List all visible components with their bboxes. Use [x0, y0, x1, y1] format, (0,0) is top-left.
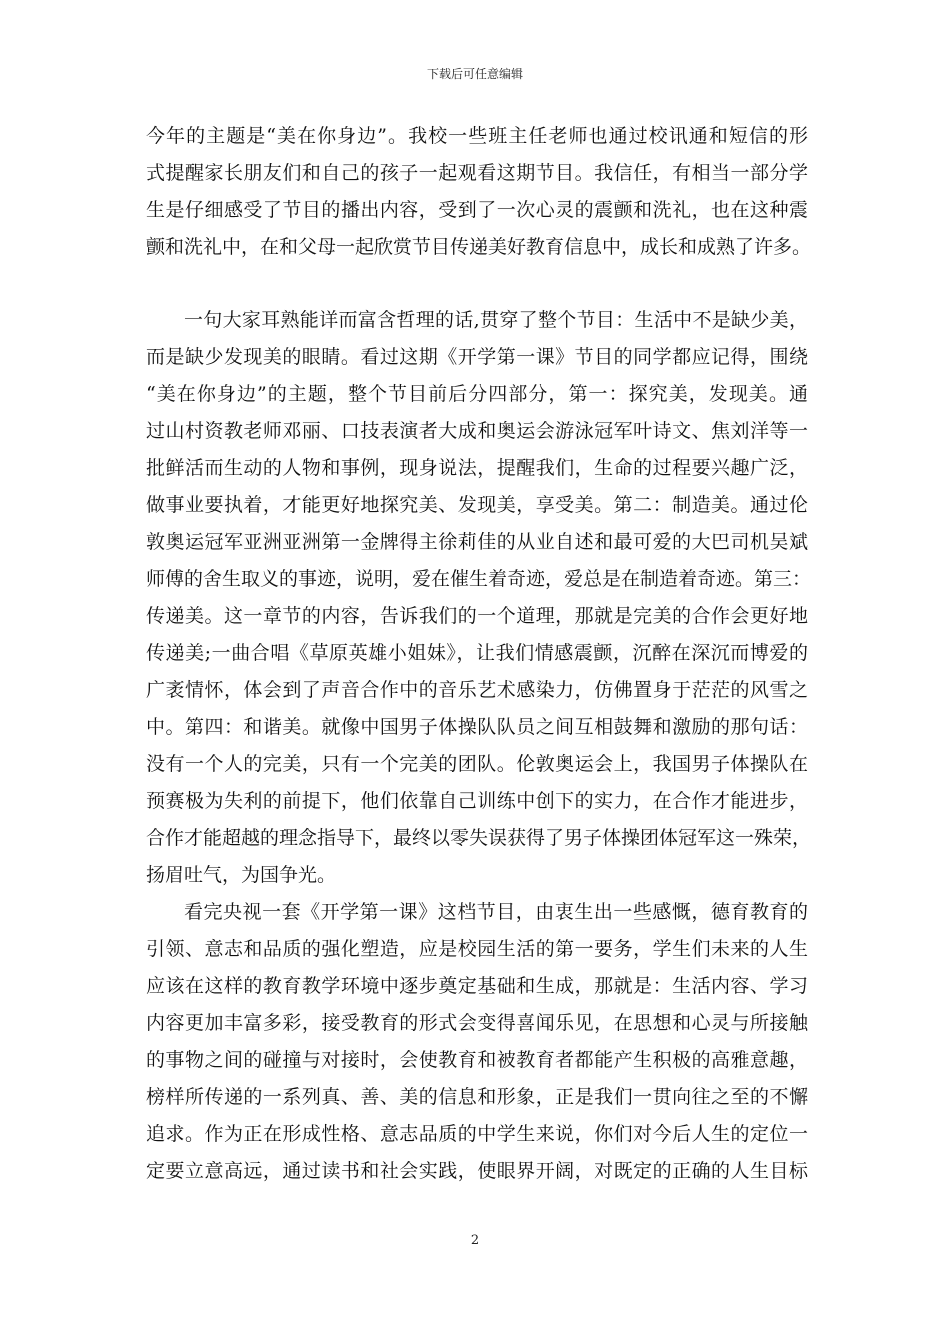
- text-line: 生是仔细感受了节目的播出内容，受到了一次心灵的震颤和洗礼，也在这种震: [146, 199, 808, 221]
- text-line: 广袤情怀，体会到了声音合作中的音乐艺术感染力，仿佛置身于茫茫的风雪之: [146, 679, 808, 701]
- text-line: 批鲜活而生动的人物和事例，现身说法，提醒我们，生命的过程要兴趣广泛，: [146, 457, 808, 479]
- text-line: 过山村资教老师邓丽、口技表演者大成和奥运会游泳冠军叶诗文、焦刘洋等一: [146, 420, 808, 442]
- text-line: 的事物之间的碰撞与对接时，会使教育和被教育者都能产生积极的高雅意趣，: [146, 1049, 808, 1071]
- text-line: 而是缺少发现美的眼睛。看过这期《开学第一课》节目的同学都应记得，围绕: [146, 346, 808, 368]
- page-header: 下载后可任意编辑: [426, 67, 523, 81]
- text-line: 没有一个人的完美，只有一个完美的团队。伦敦奥运会上，我国男子体操队在: [146, 753, 808, 775]
- text-line: 今年的主题是“美在你身边”。我校一些班主任老师也通过校讯通和短信的形: [146, 125, 808, 147]
- text-line: 引领、意志和品质的强化塑造，应是校园生活的第一要务，学生们未来的人生: [146, 938, 808, 960]
- text-line: 敦奥运冠军亚洲亚洲第一金牌得主徐莉佳的从业自述和最可爱的大巴司机吴斌: [146, 531, 808, 553]
- text-line: 扬眉吐气，为国争光。: [146, 864, 337, 886]
- paragraph-2: [146, 302, 812, 894]
- text-line: 合作才能超越的理念指导下，最终以零失误获得了男子体操团体冠军这一殊荣，: [146, 827, 812, 849]
- text-line: “美在你身边”的主题，整个节目前后分四部分，第一：探究美，发现美。通: [146, 383, 808, 405]
- text-line: 一句大家耳熟能详而富含哲理的话,贯穿了整个节目：生活中不是缺少美，: [184, 309, 808, 331]
- paragraph-3: [146, 894, 808, 1190]
- text-line: 颤和洗礼中，在和父母一起欣赏节目传递美好教育信息中，成长和成熟了许多。: [146, 236, 812, 258]
- text-line: 榜样所传递的一系列真、善、美的信息和形象，正是我们一贯向往之至的不懈: [146, 1086, 808, 1108]
- paragraph-spacer: [146, 266, 808, 302]
- text-line: 做事业要执着，才能更好地探究美、发现美，享受美。第二：制造美。通过伦: [146, 494, 808, 516]
- text-line: 内容更加丰富多彩，接受教育的形式会变得喜闻乐见，在思想和心灵与所接触: [146, 1012, 808, 1034]
- text-line: 定要立意高远，通过读书和社会实践，使眼界开阔，对既定的正确的人生目标: [146, 1160, 808, 1182]
- text-line: 师傅的舍生取义的事迹，说明，爱在催生着奇迹，爱总是在制造着奇迹。第三：: [146, 568, 812, 590]
- text-line: 中。第四：和谐美。就像中国男子体操队队员之间互相鼓舞和激励的那句话：: [146, 716, 808, 738]
- document-body: [146, 118, 812, 1190]
- page-number: 2: [470, 1233, 480, 1248]
- text-line: 应该在这样的教育教学环境中逐步奠定基础和生成，那就是：生活内容、学习: [146, 975, 808, 997]
- text-line: 传递美;一曲合唱《草原英雄小姐妹》，让我们情感震颤，沉醉在深沉而博爱的: [146, 642, 808, 664]
- text-line: 传递美。这一章节的内容，告诉我们的一个道理，那就是完美的合作会更好地: [146, 605, 808, 627]
- text-line: 看完央视一套《开学第一课》这档节目，由衷生出一些感慨，德育教育的: [184, 901, 808, 923]
- paragraph-1: [146, 118, 812, 266]
- text-line: 预赛极为失利的前提下，他们依靠自己训练中创下的实力，在合作才能进步，: [146, 790, 808, 812]
- text-line: 追求。作为正在形成性格、意志品质的中学生来说，你们对今后人生的定位一: [146, 1123, 808, 1145]
- text-line: 式提醒家长朋友们和自己的孩子一起观看这期节目。我信任，有相当一部分学: [146, 162, 808, 184]
